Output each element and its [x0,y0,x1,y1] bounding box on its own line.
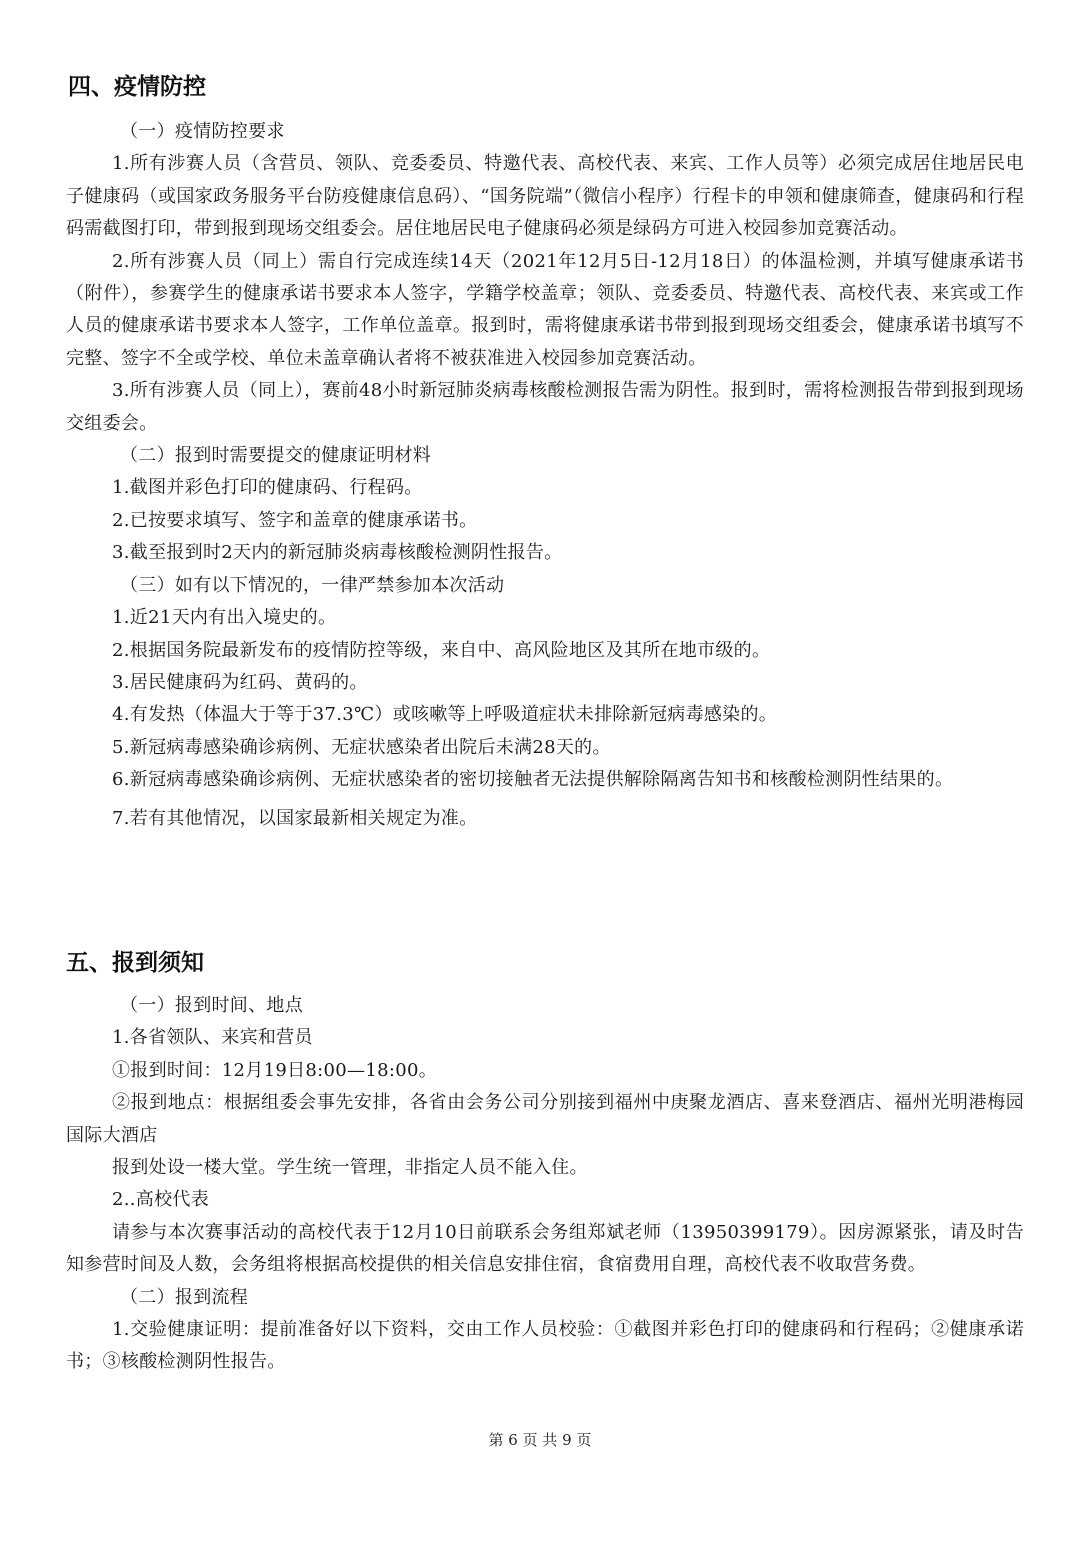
list-item-case-3: 3.居民健康码为红码、黄码的。 [112,671,368,693]
list-item-material-1: 1.截图并彩色打印的健康码、行程码。 [112,477,423,499]
item-health-verification: 1.交验健康证明：提前准备好以下资料，交由工作人员校验：①截图并彩色打印的健康码和行程码；②健康承诺书；③核酸检测阴性报告。 [66,1319,1024,1373]
section-heading-epidemic-control: 四、疫情防控 [68,74,206,100]
section-registration-body [66,990,1024,1379]
list-item-material-3: 3.截至报到时2天内的新冠肺炎病毒核酸检测阴性报告。 [112,542,563,564]
subheading-control-requirements: （一）疫情防控要求 [120,121,285,142]
paragraph-temperature-check: 2.所有涉赛人员（同上）需自行完成连续14天（2021年12月5日-12月18日）的体温检测，并填写健康承诺书（附件），参赛学生的健康承诺书要求本人签字，学籍学校盖章；领队、竞委委员、特邀代表、高校代表、来宾或工作人员的健康承诺书要求本人签字，工作单位盖章。报到时，需将健康承诺书带到报到现场交组委会，健康承诺书填写不完整、签字不全或学校、单位未盖章确认者将不被获准进入校园参加竞赛活动。 [66,250,1024,369]
paragraph-university-reps: 请参与本次赛事活动的高校代表于12月10日前联系会务组郑斌老师（13950399179）。因房源紧张，请及时告知参营时间及人数，会务组将根据高校提供的相关信息安排住宿，食宿费用自理，高校代表不收取营务费。 [66,1221,1024,1276]
list-item-case-5: 5.新冠病毒感染确诊病例、无症状感染者出院后未满28天的。 [112,736,611,758]
item-registration-desk: 报到处设一楼大堂。学生统一管理，非指定人员不能入住。 [112,1157,588,1179]
section-heading-registration: 五、报到须知 [66,950,204,976]
subheading-prohibited-cases: （三）如有以下情况的，一律严禁参加本次活动 [120,574,505,596]
subheading-registration-flow: （二）报到流程 [120,1286,249,1308]
item-registration-place: ②报到地点：根据组委会事先安排，各省由会务公司分别接到福州中庚聚龙酒店、喜来登酒店、福州光明港梅园国际大酒店 [66,1092,1024,1146]
subheading-time-place: （一）报到时间、地点 [120,995,303,1016]
subheading-health-materials: （二）报到时需要提交的健康证明材料 [120,445,432,467]
list-item-material-2: 2.已按要求填写、签字和盖章的健康承诺书。 [112,509,478,531]
list-item-case-2: 2.根据国务院最新发布的疫情防控等级，来自中、高风险地区及其所在地市级的。 [112,639,771,661]
list-item-case-4: 4.有发热（体温大于等于37.3℃）或咳嗽等上呼吸道症状未排除新冠病毒感染的。 [112,704,778,726]
paragraph-nucleic-test: 3.所有涉赛人员（同上），赛前48小时新冠肺炎病毒核酸检测报告需为阴性。报到时，需将检测报告带到报到现场交组委会。 [66,380,1024,434]
item-registration-time: ①报到时间：12月19日8:00—18:00。 [112,1059,438,1081]
section-epidemic-control-body [66,116,1024,835]
item-provincial-delegates: 1.各省领队、来宾和营员 [112,1027,313,1049]
item-university-reps: 2..高校代表 [112,1189,209,1211]
list-item-case-6: 6.新冠病毒感染确诊病例、无症状感染者的密切接触者无法提供解除隔离告知书和核酸检测阴性结果的。 [112,769,954,791]
paragraph-health-code: 1.所有涉赛人员（含营员、领队、竞委委员、特邀代表、高校代表、来宾、工作人员等）必须完成居住地居民电子健康码（或国家政务服务平台防疫健康信息码）、“国务院端”（微信小程序）行程卡的申领和健康筛查，健康码和行程码需截图打印，带到报到现场交组委会。居住地居民电子健康码必须是绿码方可进入校园参加竞赛活动。 [66,153,1024,240]
list-item-case-1: 1.近21天内有出入境史的。 [112,607,337,629]
page-number-footer: 第 6 页 共 9 页 [488,1431,592,1449]
list-item-case-7: 7.若有其他情况，以国家最新相关规定为准。 [112,807,478,829]
